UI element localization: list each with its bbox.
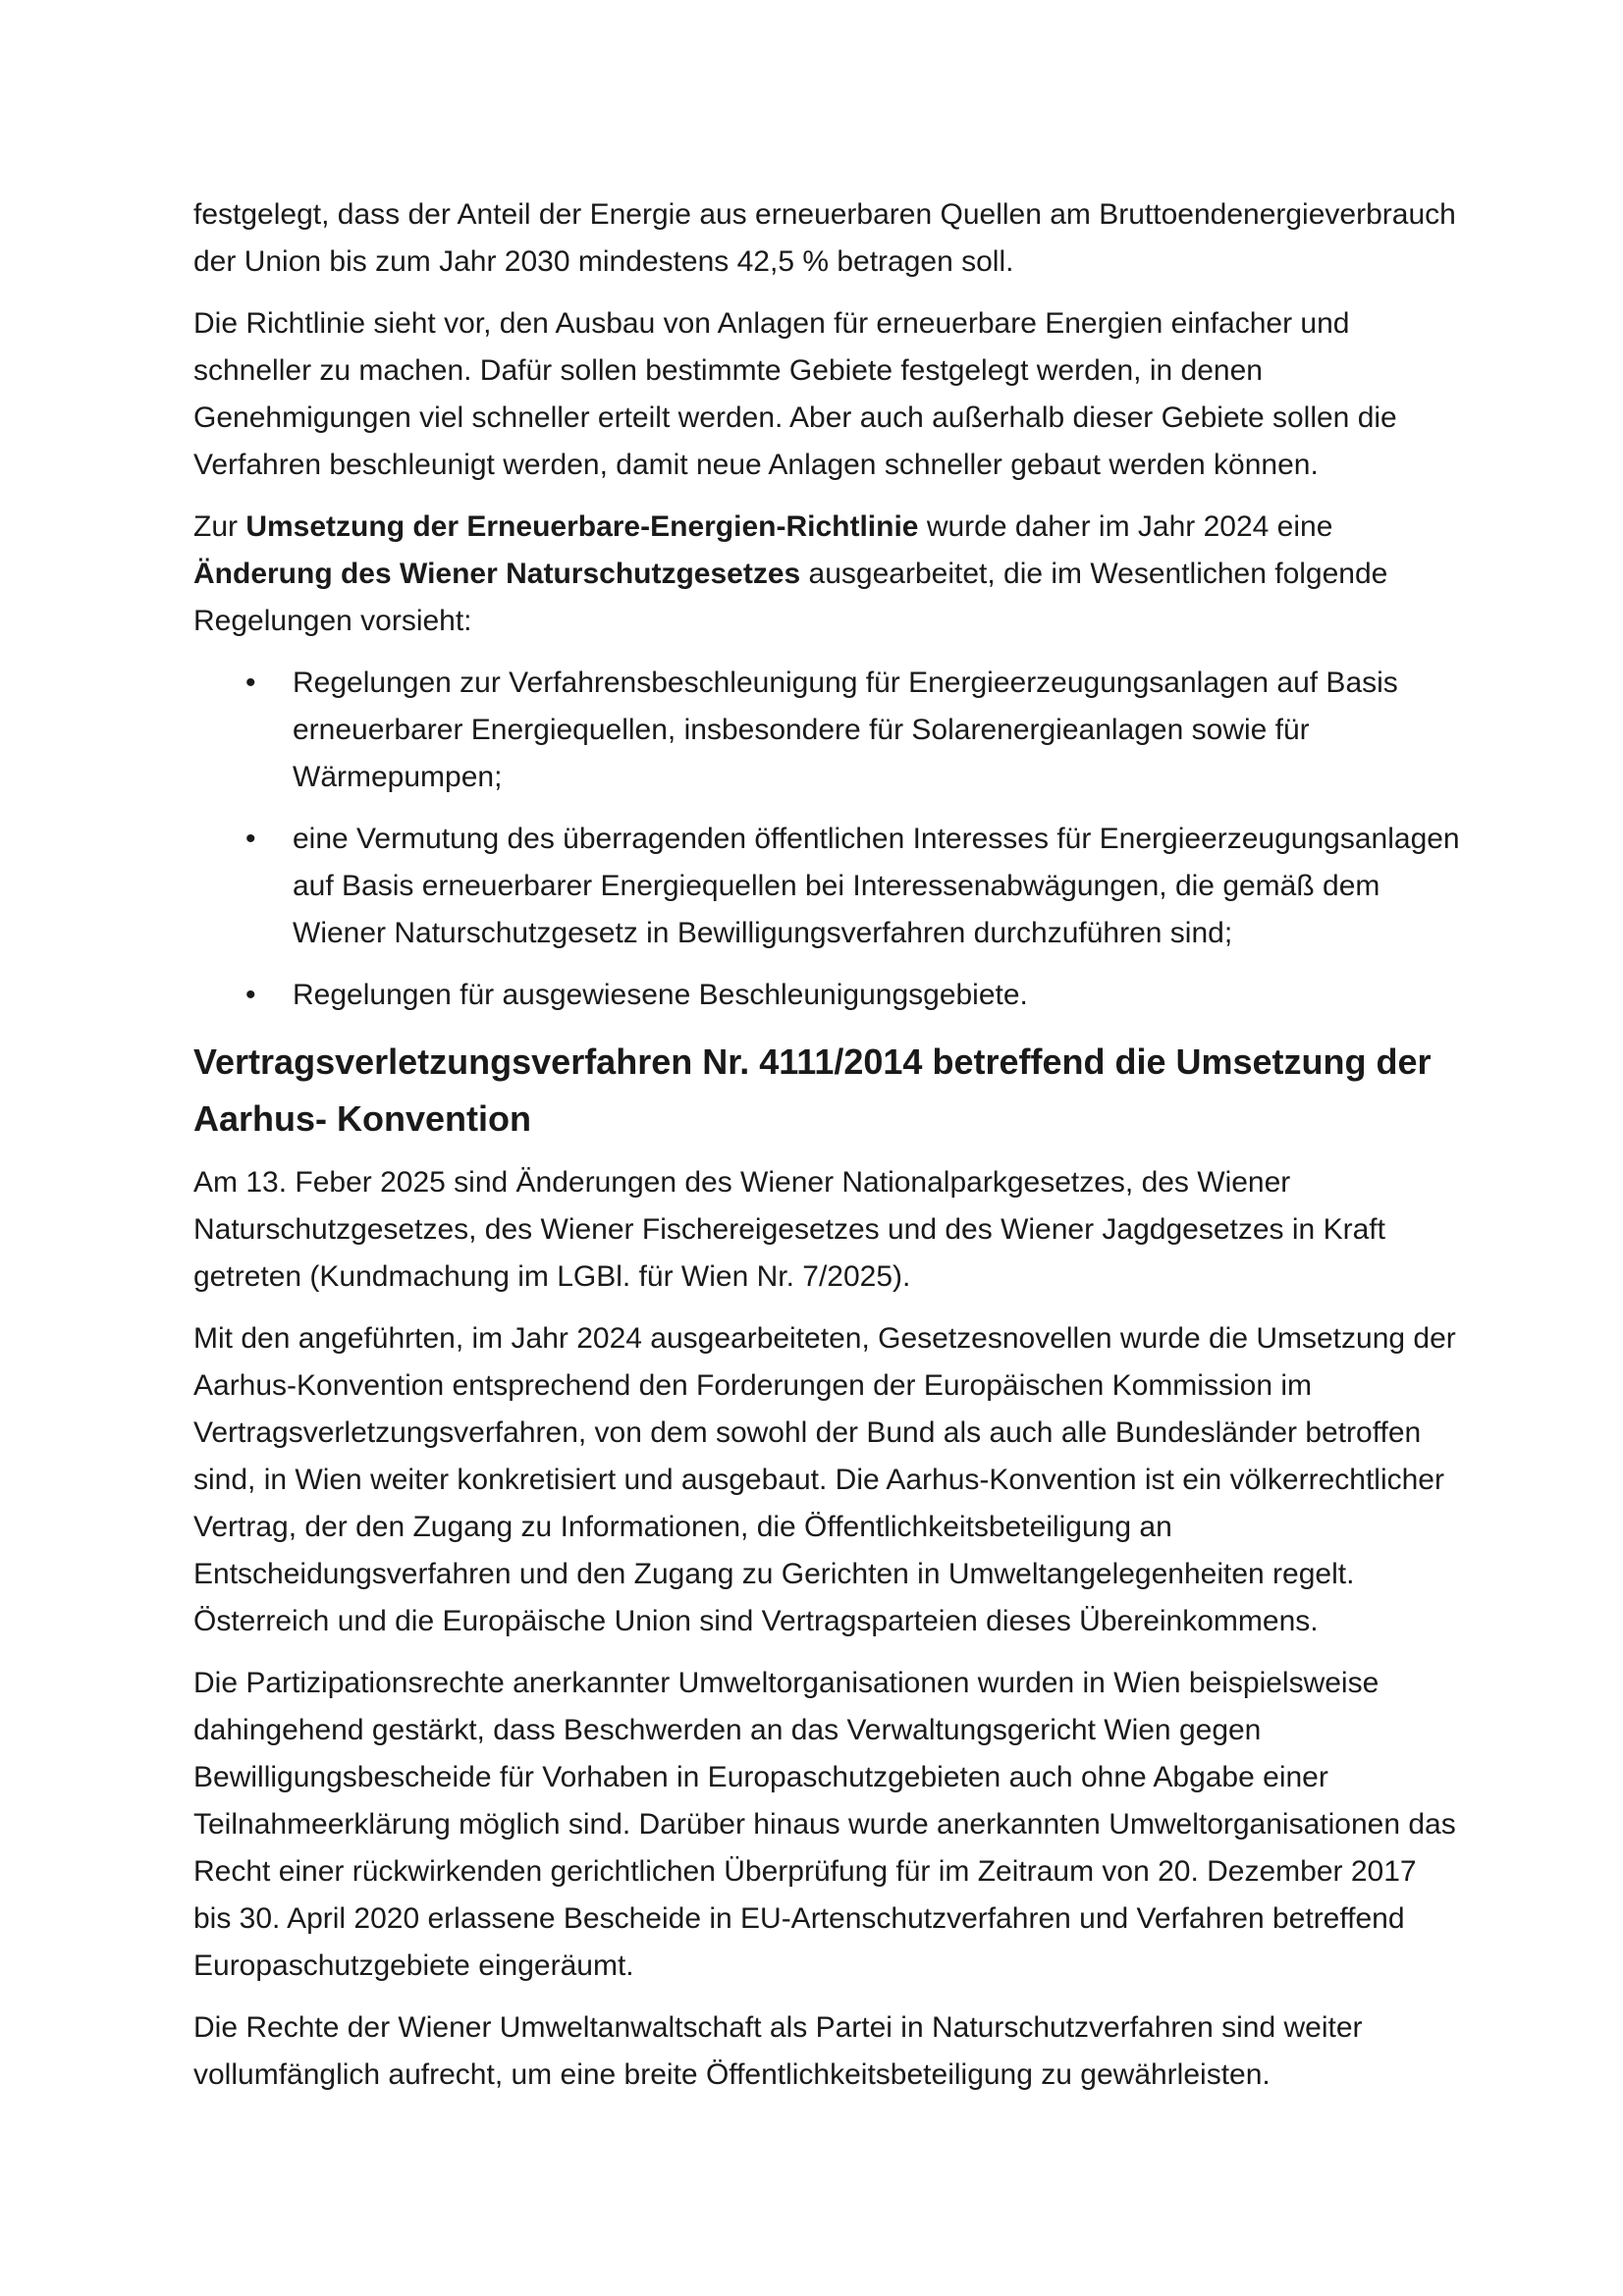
paragraph-directive-summary: Die Richtlinie sieht vor, den Ausbau von Anlagen für erneuerbare Energien einfacher und schneller zu machen. Dafür sollen bestimmte Gebiete festgelegt werden, in denen Genehmigungen viel schneller erteilt werden. Aber auch außerhalb dieser Gebiete sollen die Verfahren beschleunigt werden, damit neue Anlagen schneller gebaut werden können. xyxy=(193,307,1397,481)
list-item: • Regelungen für ausgewiesene Beschleunigungsgebiete. xyxy=(193,972,1460,1019)
text-segment: ausgearbeitet, die im Wesentlichen folgende Regelungen vorsieht: xyxy=(193,558,1388,637)
document-page xyxy=(193,191,1460,2113)
list-item: • eine Vermutung des überragenden öffentlichen Interesses für Energieerzeugungsanlagen auf Basis erneuerbarer Energiequellen bei Interessenabwägungen, die gemäß dem Wiener Naturschutzgesetz in Bewilligungsverfahren durchzuführen sind; xyxy=(193,816,1460,957)
paragraph-environmental-ombudsman: Die Rechte der Wiener Umweltanwaltschaft als Partei in Naturschutzverfahren sind weiter vollumfänglich aufrecht, um eine breite Öffentlichkeitsbeteiligung zu gewährleisten. xyxy=(193,2011,1363,2091)
list-item: • Regelungen zur Verfahrensbeschleunigung für Energieerzeugungsanlagen auf Basis erneuerbarer Energiequellen, insbesondere für Solarenergieanlagen sowie für Wärmepumpen; xyxy=(193,660,1460,801)
paragraph-amendments-in-force: Am 13. Feber 2025 sind Änderungen des Wiener Nationalparkgesetzes, des Wiener Naturschutzgesetzes, des Wiener Fischereigesetzes und des Wiener Jagdgesetzes in Kraft getreten (Kundmachung im LGBl. für Wien Nr. 7/2025). xyxy=(193,1166,1385,1293)
paragraph-implementation xyxy=(193,504,1460,645)
paragraph-aarhus-implementation: Mit den angeführten, im Jahr 2024 ausgearbeiteten, Gesetzesnovellen wurde die Umsetzung der Aarhus-Konvention entsprechend den Forderungen der Europäischen Kommission im Vertragsverletzungsverfahren, von dem sowohl der Bund als auch alle Bundesländer betroffen sind, in Wien weiter konkretisiert und ausgebaut. Die Aarhus-Konvention ist ein völkerrechtlicher Vertrag, der den Zugang zu Informationen, die Öffentlichkeitsbeteiligung an Entscheidungsverfahren und den Zugang zu Gerichten in Umweltangelegenheiten regelt. Österreich und die Europäische Union sind Vertragsparteien dieses Übereinkommens. xyxy=(193,1322,1456,1637)
text-segment: Zur xyxy=(193,510,246,543)
bold-law-amendment: Änderung des Wiener Naturschutzgesetzes xyxy=(193,558,801,590)
section-heading: Vertragsverletzungsverfahren Nr. 4111/2014 betreffend die Umsetzung der Aarhus- Konvention xyxy=(193,1041,1432,1139)
paragraph-participation-rights: Die Partizipationsrechte anerkannter Umweltorganisationen wurden in Wien beispielsweise dahingehend gestärkt, dass Beschwerden an das Verwaltungsgericht Wien gegen Bewilligungsbescheide für Vorhaben in Europaschutzgebieten auch ohne Abgabe einer Teilnahmeerklärung möglich sind. Darüber hinaus wurde anerkannten Umweltorganisationen das Recht einer rückwirkenden gerichtlichen Überprüfung für im Zeitraum von 20. Dezember 2017 bis 30. April 2020 erlassene Bescheide in EU-Artenschutzverfahren und Verfahren betreffend Europaschutzgebiete eingeräumt. xyxy=(193,1667,1456,1982)
paragraph-renewable-share: festgelegt, dass der Anteil der Energie aus erneuerbaren Quellen am Bruttoendenergieverbrauch der Union bis zum Jahr 2030 mindestens 42,5 % betragen soll. xyxy=(193,198,1456,278)
bold-directive-name: Umsetzung der Erneuerbare-Energien-Richtlinie xyxy=(245,510,919,543)
regulation-list xyxy=(193,660,1460,1019)
text-segment: wurde daher im Jahr 2024 eine xyxy=(918,510,1333,543)
